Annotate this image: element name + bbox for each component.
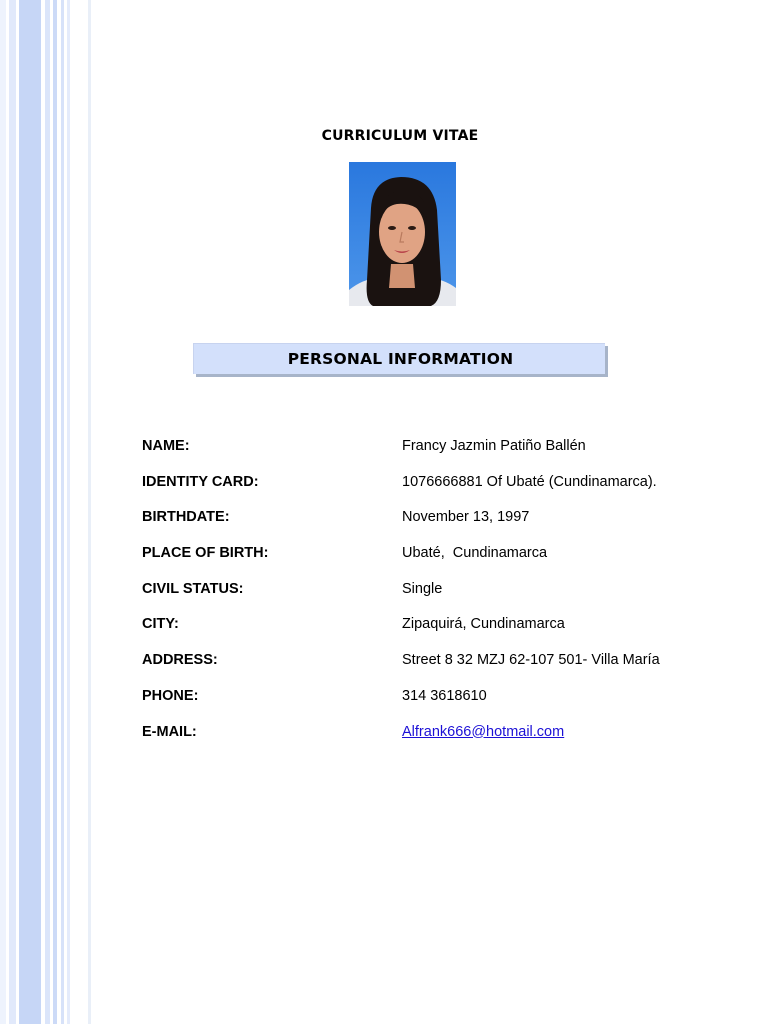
- document-title: CURRICULUM VITAE: [321, 128, 479, 144]
- email-link[interactable]: Alfrank666@hotmail.com: [402, 723, 565, 740]
- field-label: ADDRESS:: [142, 652, 218, 669]
- field-label: CIVIL STATUS:: [142, 580, 244, 597]
- section-title: PERSONAL INFORMATION: [287, 350, 514, 368]
- field-value: Street 8 32 MZJ 62-107 501- Villa María: [402, 652, 660, 669]
- field-label: PHONE:: [142, 687, 199, 704]
- field-row-birthdate: [142, 509, 702, 545]
- field-value: Single: [402, 580, 443, 597]
- field-row-email: [142, 724, 702, 760]
- personal-information-list: [142, 438, 702, 759]
- field-row-civil-status: [142, 581, 702, 617]
- field-value: Zipaquirá, Cundinamarca: [402, 616, 565, 633]
- field-row-identity-card: [142, 474, 702, 510]
- decorative-margin-stripes: [0, 0, 100, 1024]
- field-row-city: [142, 616, 702, 652]
- field-value: November 13, 1997: [402, 509, 530, 526]
- field-row-address: [142, 652, 702, 688]
- field-value: Ubaté, Cundinamarca: [402, 545, 548, 562]
- field-label: PLACE OF BIRTH:: [142, 545, 269, 562]
- field-value: 1076666881 Of Ubaté (Cundinamarca).: [402, 473, 657, 490]
- field-label: E-MAIL:: [142, 723, 197, 740]
- field-label: CITY:: [142, 616, 179, 633]
- field-row-name: [142, 438, 702, 474]
- profile-photo: [349, 162, 456, 306]
- personal-information-header: [193, 343, 605, 374]
- field-row-place-of-birth: [142, 545, 702, 581]
- field-row-phone: [142, 688, 702, 724]
- field-value: Francy Jazmin Patiño Ballén: [402, 438, 586, 454]
- field-label: NAME:: [142, 438, 190, 454]
- field-value: 314 3618610: [402, 687, 487, 704]
- field-label: IDENTITY CARD:: [142, 473, 259, 490]
- field-label: BIRTHDATE:: [142, 509, 230, 526]
